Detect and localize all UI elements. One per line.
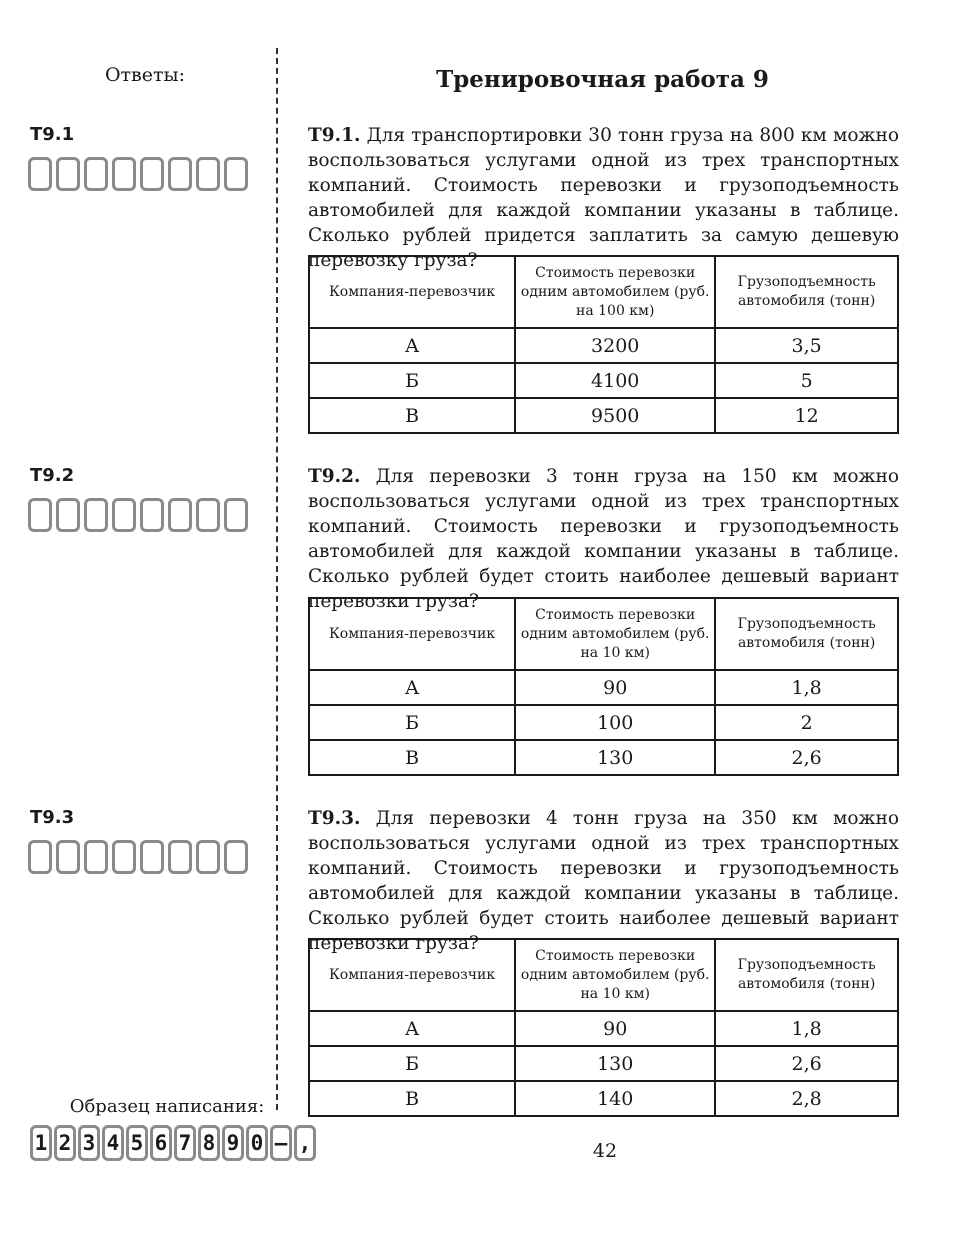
sample-char: 6 <box>150 1125 172 1161</box>
answer-cell[interactable] <box>140 157 164 191</box>
answer-cell[interactable] <box>112 498 136 532</box>
sample-char: 9 <box>222 1125 244 1161</box>
answer-cell[interactable] <box>168 157 192 191</box>
answer-cell[interactable] <box>112 840 136 874</box>
answer-cells-t9-1[interactable] <box>28 157 248 191</box>
cell-capacity: 2,6 <box>715 740 898 775</box>
dashed-divider <box>276 48 278 1110</box>
page-number: 42 <box>592 1140 618 1162</box>
data-table-t9-3 <box>308 938 899 1117</box>
cell-company: А <box>309 1011 515 1046</box>
table-row <box>309 328 898 363</box>
answer-cell[interactable] <box>224 840 248 874</box>
cell-cost: 140 <box>515 1081 715 1116</box>
problem-body: Для перевозки 3 тонн груза на 150 км можно воспользоваться услугами одной из трех транспортных компаний. Стоимость перевозки и грузоподъемность автомобилей для каждой компании указаны в таблице. Сколько рублей будет стоить наиболее дешевый вариант перевозки груза? <box>308 466 899 612</box>
header-capacity: Грузоподъемность автомобиля (тонн) <box>715 939 898 1011</box>
problem-number: T9.3. <box>308 808 361 829</box>
cell-cost: 3200 <box>515 328 715 363</box>
sample-char: , <box>294 1125 316 1161</box>
cell-company: Б <box>309 363 515 398</box>
task-label-t9-2: T9.2 <box>30 465 75 486</box>
cell-cost: 9500 <box>515 398 715 433</box>
table-row <box>309 1046 898 1081</box>
sample-char: 4 <box>102 1125 124 1161</box>
header-cost: Стоимость перевозки одним автомобилем (руб. на 100 км) <box>515 256 715 328</box>
answer-cell[interactable] <box>28 157 52 191</box>
answer-cell[interactable] <box>196 157 220 191</box>
answer-cells-t9-2[interactable] <box>28 498 248 532</box>
page-title: Тренировочная работа 9 <box>436 66 769 93</box>
cell-capacity: 2 <box>715 705 898 740</box>
header-company: Компания-перевозчик <box>309 256 515 328</box>
header-capacity: Грузоподъемность автомобиля (тонн) <box>715 598 898 670</box>
answer-cell[interactable] <box>28 498 52 532</box>
answer-cell[interactable] <box>56 840 80 874</box>
sample-char: 3 <box>78 1125 100 1161</box>
cell-capacity: 1,8 <box>715 1011 898 1046</box>
problem-body: Для перевозки 4 тонн груза на 350 км можно воспользоваться услугами одной из трех транспортных компаний. Стоимость перевозки и грузоподъемность автомобилей для каждой компании указаны в таблице. Сколько рублей будет стоить наиболее дешевый вариант перевозки груза? <box>308 808 899 954</box>
cell-capacity: 5 <box>715 363 898 398</box>
problem-body: Для транспортировки 30 тонн груза на 800 км можно воспользоваться услугами одной из трех транспортных компаний. Стоимость перевозки и грузоподъемность автомобилей для каждой компании указаны в таблице. Сколько рублей придется заплатить за самую дешевую перевозку груза? <box>308 125 899 271</box>
cell-capacity: 12 <box>715 398 898 433</box>
table-row <box>309 670 898 705</box>
cell-cost: 130 <box>515 740 715 775</box>
answer-cell[interactable] <box>224 498 248 532</box>
sample-char: 7 <box>174 1125 196 1161</box>
answer-cell[interactable] <box>168 498 192 532</box>
data-table-t9-1 <box>308 255 899 434</box>
cell-cost: 90 <box>515 1011 715 1046</box>
header-capacity: Грузоподъемность автомобиля (тонн) <box>715 256 898 328</box>
sample-char: 1 <box>30 1125 52 1161</box>
answer-cell[interactable] <box>140 840 164 874</box>
cell-company: Б <box>309 1046 515 1081</box>
table-row <box>309 1011 898 1046</box>
cell-company: Б <box>309 705 515 740</box>
header-company: Компания-перевозчик <box>309 598 515 670</box>
problem-text-t9-2 <box>308 464 899 614</box>
table-row <box>309 363 898 398</box>
problem-number: T9.2. <box>308 466 361 487</box>
answer-cell[interactable] <box>140 498 164 532</box>
answer-cell[interactable] <box>84 157 108 191</box>
sample-char: – <box>270 1125 292 1161</box>
cell-capacity: 1,8 <box>715 670 898 705</box>
data-table-t9-2 <box>308 597 899 776</box>
answers-header: Ответы: <box>104 64 186 86</box>
answer-cell[interactable] <box>84 840 108 874</box>
task-label-t9-1: T9.1 <box>30 124 75 145</box>
cell-capacity: 2,8 <box>715 1081 898 1116</box>
answer-cell[interactable] <box>56 157 80 191</box>
answer-cell[interactable] <box>112 157 136 191</box>
sample-char: 8 <box>198 1125 220 1161</box>
answer-cell[interactable] <box>28 840 52 874</box>
answer-cell[interactable] <box>56 498 80 532</box>
answer-cell[interactable] <box>196 840 220 874</box>
cell-cost: 130 <box>515 1046 715 1081</box>
sample-char: 5 <box>126 1125 148 1161</box>
cell-company: В <box>309 740 515 775</box>
answer-cell[interactable] <box>84 498 108 532</box>
answer-cells-t9-3[interactable] <box>28 840 248 874</box>
sample-label: Образец написания: <box>69 1096 265 1117</box>
cell-capacity: 2,6 <box>715 1046 898 1081</box>
header-cost: Стоимость перевозки одним автомобилем (руб. на 10 км) <box>515 598 715 670</box>
cell-company: В <box>309 398 515 433</box>
task-label-t9-3: T9.3 <box>30 807 75 828</box>
cell-company: А <box>309 670 515 705</box>
cell-capacity: 3,5 <box>715 328 898 363</box>
header-cost: Стоимость перевозки одним автомобилем (руб. на 10 км) <box>515 939 715 1011</box>
header-company: Компания-перевозчик <box>309 939 515 1011</box>
answer-cell[interactable] <box>224 157 248 191</box>
sample-char: 0 <box>246 1125 268 1161</box>
cell-cost: 100 <box>515 705 715 740</box>
problem-number: T9.1. <box>308 125 361 146</box>
cell-company: В <box>309 1081 515 1116</box>
cell-cost: 4100 <box>515 363 715 398</box>
table-row <box>309 740 898 775</box>
answer-cell[interactable] <box>196 498 220 532</box>
cell-cost: 90 <box>515 670 715 705</box>
problem-text-t9-3 <box>308 806 899 956</box>
table-row <box>309 705 898 740</box>
problem-text-t9-1 <box>308 123 899 273</box>
answer-cell[interactable] <box>168 840 192 874</box>
table-row <box>309 398 898 433</box>
sample-char: 2 <box>54 1125 76 1161</box>
sample-digits <box>30 1125 316 1161</box>
table-row <box>309 1081 898 1116</box>
cell-company: А <box>309 328 515 363</box>
